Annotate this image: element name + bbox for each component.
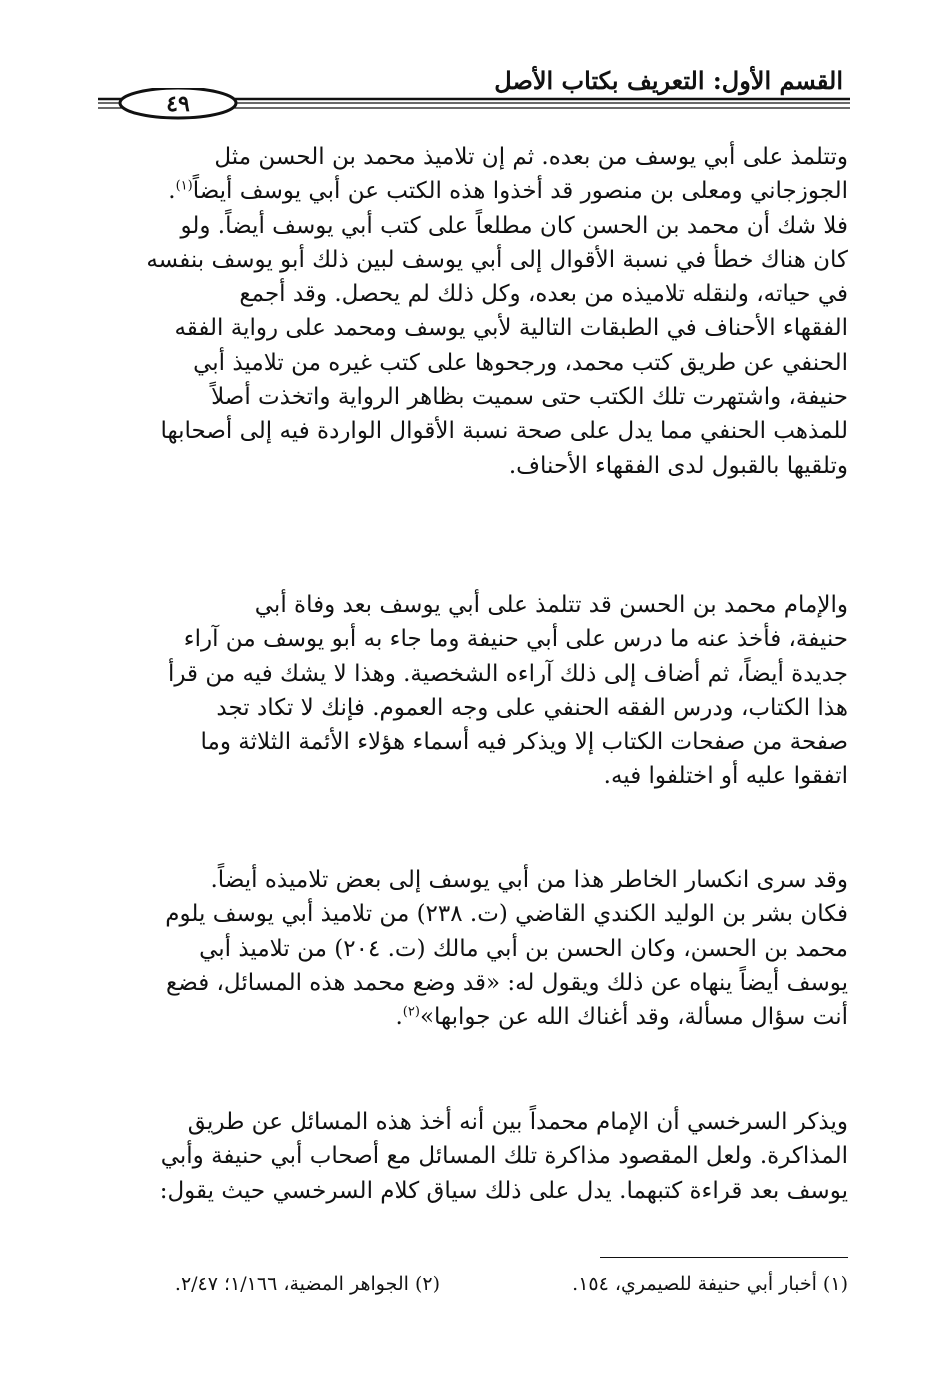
text-line: فلا شك أن محمد بن الحسن كان مطلعاً على كتب أبي يوسف أيضاً. ولو: [180, 212, 848, 239]
footnote-2: (٢) الجواهر المضية، ١/١٦٦؛ ٢/٤٧.: [174, 1273, 440, 1295]
text-line: يوسف أيضاً ينهاه عن ذلك ويقول له: «قد وضع محمد هذه المسائل، فضع: [166, 969, 848, 996]
text-line: يوسف بعد قراءة كتبهما. يدل على ذلك سياق كلام السرخسي حيث يقول:: [159, 1177, 848, 1204]
text-line-content: أنت سؤال مسألة، وقد أغناك الله عن جوابها»: [419, 1004, 848, 1031]
text-line: [90, 174, 848, 208]
text-line: الحنفي عن طريق كتب محمد، ورجحوها على كتب غيره من تلاميذ أبي: [193, 349, 848, 376]
text-line: حنيفة، واشتهرت تلك الكتب حتى سميت بظاهر الرواية واتخذت أصلاً: [211, 384, 848, 411]
text-line: حنيفة، فأخذ عنه ما درس على أبي حنيفة وما جاء به أبو يوسف من آراء: [183, 626, 848, 653]
paragraph-2: [90, 588, 848, 794]
header-rule: [98, 88, 850, 120]
text-line: كان هناك خطأ في نسبة الأقوال إلى أبي يوسف لبين ذلك أبو يوسف بنفسه: [146, 246, 848, 273]
text-line: محمد بن الحسن، وكان الحسن بن أبي مالك (ت. ٢٠٤) من تلاميذ أبي: [199, 935, 848, 962]
text-line-content: الجوزجاني ومعلى بن منصور قد أخذوا هذه الكتب عن أبي يوسف أيضاً: [192, 178, 848, 205]
paragraph-1: [90, 140, 848, 483]
text-line: وقد سرى انكسار الخاطر هذا من أبي يوسف إلى بعض تلاميذه أيضاً.: [210, 867, 848, 893]
text-line: للمذهب الحنفي مما يدل على صحة نسبة الأقوال الواردة فيه إلى أصحابها: [160, 418, 848, 445]
footnote-marker: (١): [175, 178, 193, 194]
footnote-separator: [600, 1257, 848, 1258]
page-number: ٤٩: [166, 91, 190, 117]
text-line: اتفقوا عليه أو اختلفوا فيه.: [603, 763, 848, 790]
running-header-title: القسم الأول: التعريف بكتاب الأصل: [494, 66, 843, 95]
text-line: فكان بشر بن الوليد الكندي القاضي (ت. ٢٣٨) من تلاميذ أبي يوسف يلوم: [165, 901, 848, 928]
text-line: صفحة من صفحات الكتاب إلا ويذكر فيه أسماء هؤلاء الأئمة الثلاثة وما: [200, 729, 848, 756]
text-line: ويذكر السرخسي أن الإمام محمداً بين أنه أخذ هذه المسائل عن طريق: [187, 1109, 848, 1135]
sentence-end: .: [395, 1004, 403, 1031]
paragraph-3: [90, 863, 848, 1034]
footnote-marker: (٢): [402, 1004, 420, 1020]
text-line: والإمام محمد بن الحسن قد تتلمذ على أبي يوسف بعد وفاة أبي: [254, 592, 848, 618]
text-line: وتلقيها بالقبول لدى الفقهاء الأحناف.: [508, 452, 848, 479]
text-line: وتتلمذ على أبي يوسف من بعده. ثم إن تلاميذ محمد بن الحسن مثل: [214, 144, 848, 170]
sentence-end: .: [168, 178, 176, 205]
paragraph-4: [90, 1105, 848, 1208]
text-line: هذا الكتاب، ودرس الفقه الحنفي على وجه العموم. فإنك لا تكاد تجد: [216, 694, 848, 721]
text-line: المذاكرة. ولعل المقصود مذاكرة تلك المسائل مع أصحاب أبي حنيفة وأبي: [160, 1143, 848, 1170]
text-line: [90, 1000, 848, 1034]
text-line: جديدة أيضاً، ثم أضاف إلى ذلك آراءه الشخصية. وهذا لا يشك فيه من قرأ: [167, 660, 848, 687]
text-line: في حياته، ولنقله تلاميذه من بعده، وكل ذلك لم يحصل. وقد أجمع: [239, 281, 848, 308]
text-line: الفقهاء الأحناف في الطبقات التالية لأبي يوسف ومحمد على رواية الفقه: [174, 315, 848, 342]
footnote-1: (١) أخبار أبي حنيفة للصيمري، ١٥٤.: [572, 1273, 848, 1295]
